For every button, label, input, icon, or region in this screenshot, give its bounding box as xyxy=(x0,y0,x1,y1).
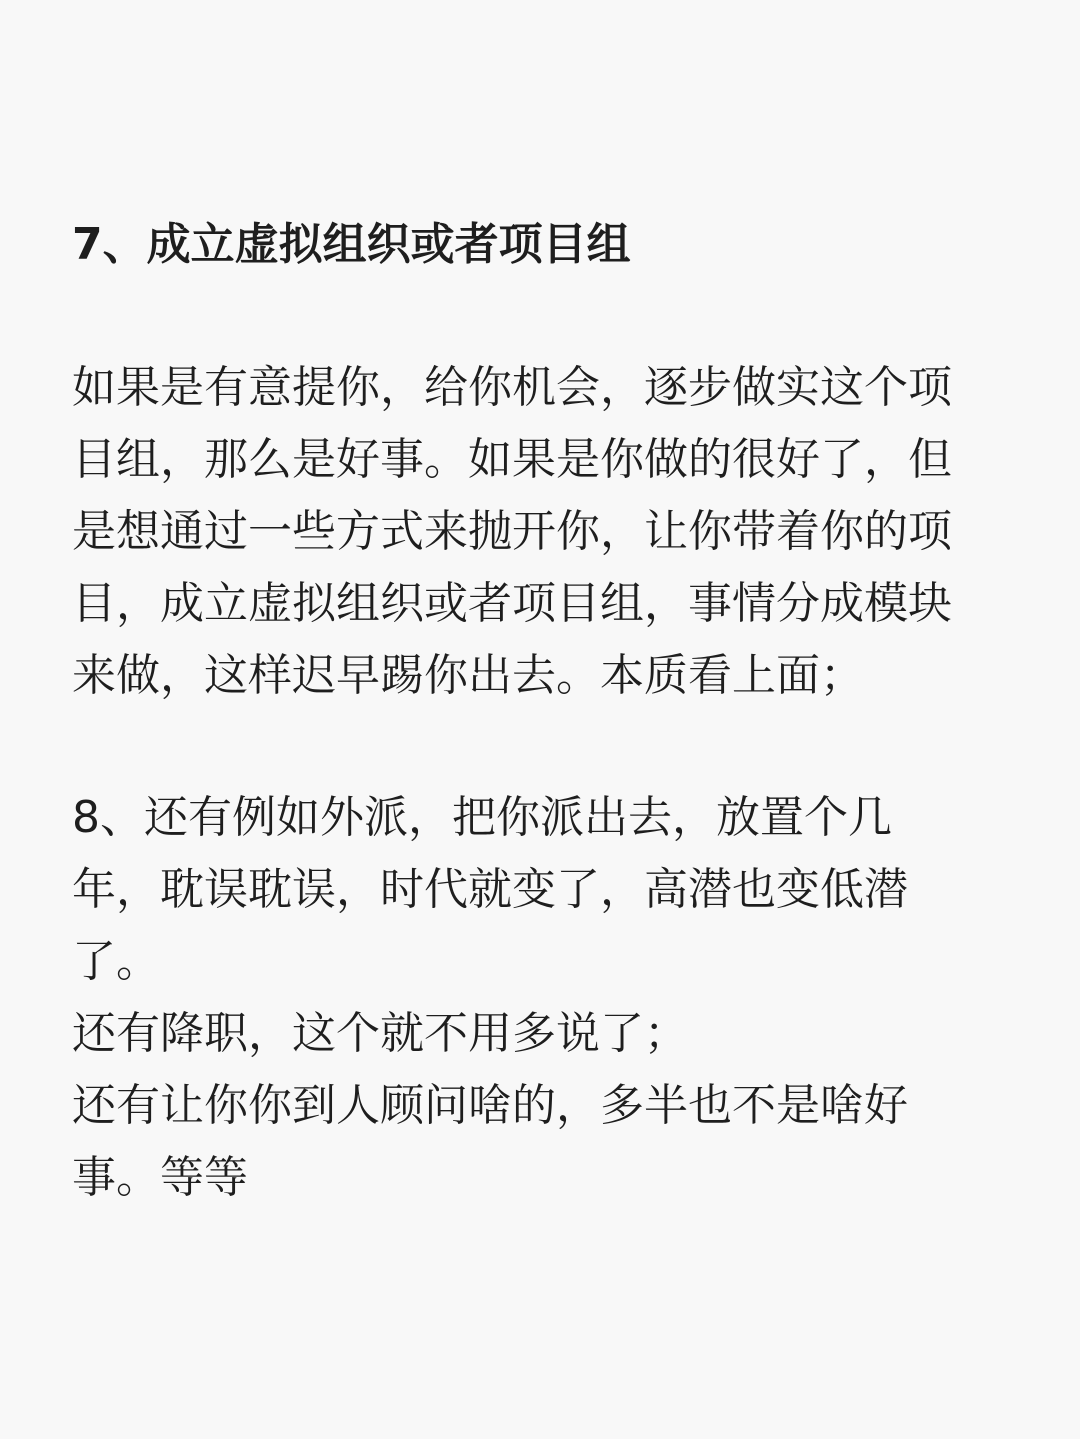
paragraph-line: 目组，那么是好事。如果是你做的很好了，但 xyxy=(72,434,952,485)
paragraph-line: 还有降职，这个就不用多说了； xyxy=(72,1008,688,1059)
paragraph-virtual-organization xyxy=(72,352,952,712)
paragraph-line: 还有让你你到人顾问啥的，多半也不是啥好 xyxy=(72,1080,908,1131)
paragraph-line: 是想通过一些方式来抛开你，让你带着你的项 xyxy=(72,506,952,557)
paragraph-line: 8、还有例如外派，把你派出去，放置个几 xyxy=(72,792,892,843)
paragraph-other-cases xyxy=(72,782,908,1214)
paragraph-line: 来做，这样迟早踢你出去。本质看上面； xyxy=(72,650,864,701)
paragraph-line: 年，耽误耽误，时代就变了，高潜也变低潜 xyxy=(72,864,908,915)
paragraph-line: 如果是有意提你，给你机会，逐步做实这个项 xyxy=(72,362,952,413)
paragraph-line: 了。 xyxy=(72,936,160,987)
paragraph-line: 事。等等 xyxy=(72,1152,248,1203)
section-heading: 7、成立虚拟组织或者项目组 xyxy=(72,219,631,270)
paragraph-line: 目，成立虚拟组织或者项目组，事情分成模块 xyxy=(72,578,952,629)
